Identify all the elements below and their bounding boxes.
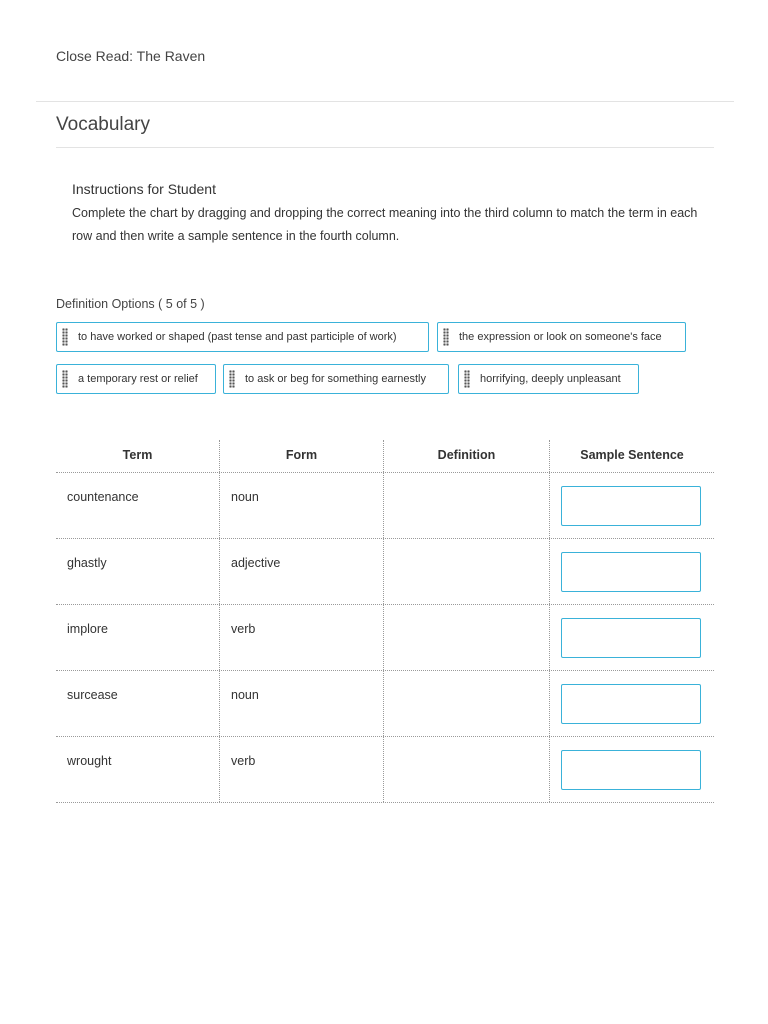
sample-sentence-cell bbox=[550, 671, 714, 736]
drag-handle-icon[interactable] bbox=[62, 328, 68, 346]
drag-handle-icon[interactable] bbox=[229, 370, 235, 388]
column-header-term: Term bbox=[56, 440, 220, 472]
drag-handle-icon[interactable] bbox=[464, 370, 470, 388]
definition-drop-zone[interactable] bbox=[384, 605, 550, 670]
sample-sentence-input[interactable] bbox=[561, 750, 701, 790]
term-cell: implore bbox=[56, 605, 220, 670]
definition-option-text: a temporary rest or relief bbox=[78, 373, 198, 385]
sample-sentence-cell bbox=[550, 539, 714, 604]
definition-option-text: the expression or look on someone's face bbox=[459, 331, 662, 343]
sample-sentence-input[interactable] bbox=[561, 618, 701, 658]
page-title: Close Read: The Raven bbox=[56, 48, 206, 64]
definition-option-beg[interactable] bbox=[223, 364, 449, 394]
table-row bbox=[56, 605, 714, 671]
term-cell: surcease bbox=[56, 671, 220, 736]
table-row bbox=[56, 737, 714, 803]
table-row bbox=[56, 671, 714, 737]
sample-sentence-input[interactable] bbox=[561, 486, 701, 526]
form-cell: verb bbox=[220, 605, 384, 670]
form-cell: noun bbox=[220, 671, 384, 736]
term-cell: countenance bbox=[56, 473, 220, 538]
sample-sentence-cell bbox=[550, 605, 714, 670]
definition-option-text: to ask or beg for something earnestly bbox=[245, 373, 426, 385]
instructions-block bbox=[72, 181, 702, 248]
header-divider bbox=[36, 101, 734, 102]
section-heading: Vocabulary bbox=[56, 114, 151, 135]
vocabulary-table bbox=[56, 440, 714, 803]
definition-drop-zone[interactable] bbox=[384, 539, 550, 604]
table-row bbox=[56, 539, 714, 605]
drag-handle-icon[interactable] bbox=[443, 328, 449, 346]
sample-sentence-input[interactable] bbox=[561, 552, 701, 592]
column-header-sample-sentence: Sample Sentence bbox=[580, 448, 684, 462]
definition-option-text: to have worked or shaped (past tense and past participle of work) bbox=[78, 331, 397, 343]
sample-sentence-cell bbox=[550, 737, 714, 802]
term-cell: ghastly bbox=[56, 539, 220, 604]
definition-option-text: horrifying, deeply unpleasant bbox=[480, 373, 621, 385]
definition-drop-zone[interactable] bbox=[384, 473, 550, 538]
definition-option-worked[interactable] bbox=[56, 322, 429, 352]
instructions-text: Complete the chart by dragging and dropping the correct meaning into the third column to match the term in each row and then write a sample sentence in the fourth column. bbox=[72, 206, 698, 243]
form-cell: adjective bbox=[220, 539, 384, 604]
sample-sentence-input[interactable] bbox=[561, 684, 701, 724]
column-header-form: Form bbox=[220, 440, 384, 472]
table-header-row bbox=[56, 440, 714, 473]
form-cell: verb bbox=[220, 737, 384, 802]
drag-handle-icon[interactable] bbox=[62, 370, 68, 388]
definition-option-expression[interactable] bbox=[437, 322, 686, 352]
instructions-heading: Instructions for Student bbox=[72, 181, 216, 197]
definition-drop-zone[interactable] bbox=[384, 737, 550, 802]
term-cell: wrought bbox=[56, 737, 220, 802]
column-header-definition: Definition bbox=[384, 440, 550, 472]
section-divider bbox=[56, 147, 714, 148]
definition-option-rest[interactable] bbox=[56, 364, 216, 394]
definition-drop-zone[interactable] bbox=[384, 671, 550, 736]
definition-option-horrifying[interactable] bbox=[458, 364, 639, 394]
sample-sentence-cell bbox=[550, 473, 714, 538]
definition-options-label: Definition Options ( 5 of 5 ) bbox=[56, 297, 205, 311]
table-row bbox=[56, 473, 714, 539]
form-cell: noun bbox=[220, 473, 384, 538]
